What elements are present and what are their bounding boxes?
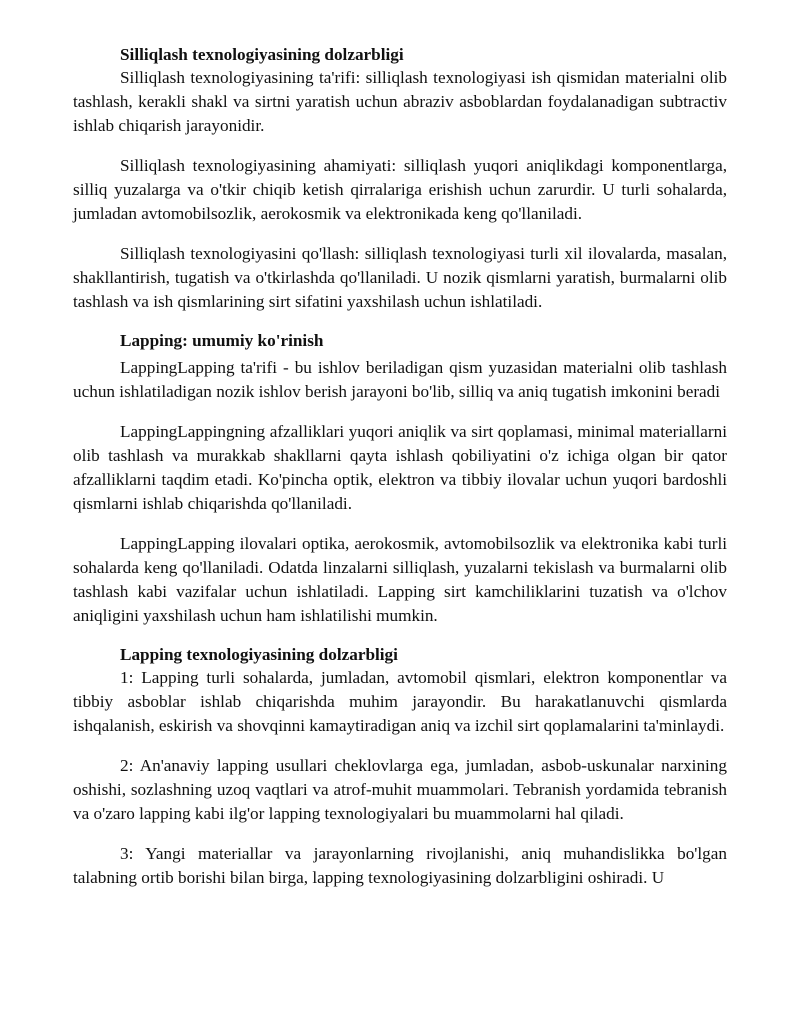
- spacer: [73, 404, 727, 420]
- paragraph: Silliqlash texnologiyasining ta'rifi: silliqlash texnologiyasi ish qismidan materialni olib tashlash, kerakli shakl va sirtni yaratish uchun abraziv asboblardan foydalanadigan subtractiv ishlab chiqarish jarayonidir.: [73, 68, 727, 135]
- spacer: [73, 314, 727, 330]
- paragraph: 3: Yangi materiallar va jarayonlarning rivojlanishi, aniq muhandislikka bo'lgan talabning ortib borishi bilan birga, lapping texnologiyasining dolzarbligini oshiradi. U: [73, 844, 727, 887]
- spacer: [73, 826, 727, 842]
- spacer: [73, 738, 727, 754]
- spacer: [73, 226, 727, 242]
- section-heading: Lapping texnologiyasining dolzarbligi: [120, 645, 398, 664]
- paragraph: 2: An'anaviy lapping usullari cheklovlarga ega, jumladan, asbob-uskunalar narxining oshishi, sozlashning uzoq vaqtlari va atrof-muhit muammolari. Tebranish yordamida tebranish va o'zaro lapping kabi ilg'or lapping texnologiyalari bu muammolarni hal qiladi.: [73, 756, 727, 823]
- paragraph: 1: Lapping turli sohalarda, jumladan, avtomobil qismlari, elektron komponentlar va tibbiy asboblar ishlab chiqarishda muhim jarayondir. Bu harakatlanuvchi qismlarda ishqalanish, eskirish va shovqinni kamaytiradigan aniq va izchil sirt qoplamalarini ta'minlaydi.: [73, 668, 727, 735]
- section-heading: Lapping: umumiy ko'rinish: [120, 331, 324, 350]
- spacer: [73, 628, 727, 644]
- paragraph: LappingLapping ta'rifi - bu ishlov beriladigan qism yuzasidan materialni olib tashlash uchun ishlatiladigan nozik ishlov berish jarayoni bo'lib, silliq va aniq tugatish imkonini beradi: [73, 358, 727, 401]
- paragraph: Silliqlash texnologiyasining ahamiyati: silliqlash yuqori aniqlikdagi komponentlarga, silliq yuzalarga va o'tkir chiqib ketish qirralariga erishish uchun zarurdir. U turli sohalarda, jumladan avtomobilsozlik, aerokosmik va elektronikada keng qo'llaniladi.: [73, 156, 727, 223]
- paragraph: Silliqlash texnologiyasini qo'llash: silliqlash texnologiyasi turli xil ilovalarda, masalan, shakllantirish, tugatish va o'tkirlashda qo'llaniladi. U nozik qismlarni yaratish, burmalarni olib tashlash va ish qismlarining sirt sifatini yaxshilash uchun ishlatiladi.: [73, 244, 727, 311]
- spacer: [73, 138, 727, 154]
- paragraph: LappingLappingning afzalliklari yuqori aniqlik va sirt qoplamasi, minimal materiallarni olib tashlash va murakkab shakllarni qayta ishlash qobiliyatini o'z ichiga olgan bir qator afzalliklarni taqdim etadi. Ko'pincha optik, elektron va tibbiy ilovalar uchun yuqori bardoshli qismlarni ishlab chiqarishda qo'llaniladi.: [73, 422, 727, 513]
- paragraph: LappingLapping ilovalari optika, aerokosmik, avtomobilsozlik va elektronika kabi turli sohalarda keng qo'llaniladi. Odatda linzalarni silliqlash, yuzalarni tekislash va burmalarni olib tashlash kabi vazifalar uchun ishlatiladi. Lapping sirt kamchiliklarini tuzatish va o'lchov aniqligini yaxshilash uchun ham ishlatilishi mumkin.: [73, 534, 727, 625]
- section-heading: Silliqlash texnologiyasining dolzarbligi: [120, 45, 404, 64]
- spacer: [73, 516, 727, 532]
